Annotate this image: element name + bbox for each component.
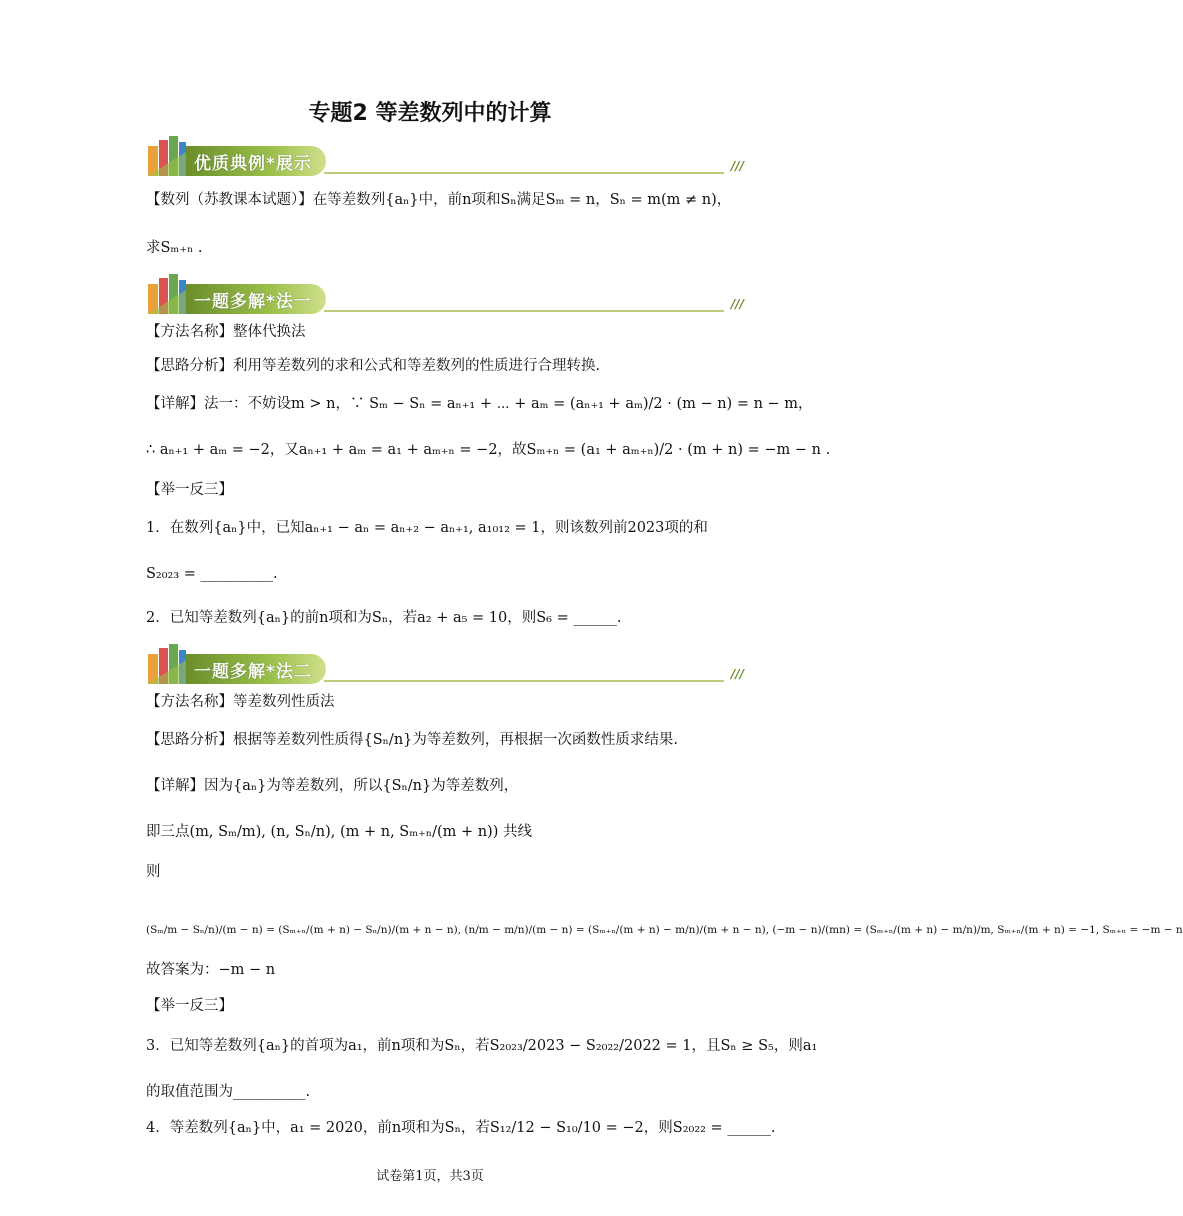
page-footer: 试卷第1页，共3页 [376,1169,484,1184]
method2-detail-2: 即三点(m, Sₘ/m), (n, Sₙ/n), (m + n, Sₘ₊ₙ/(m + n)) 共线 [146,824,532,840]
method2-detail-3: 则 [146,864,161,880]
question-1-b: S₂₀₂₃ = __________. [146,566,278,582]
question-1-a: 1．在数列{aₙ}中，已知aₙ₊₁ − aₙ = aₙ₊₂ − aₙ₊₁, a₁₀₁₂ = 1，则该数列前2023项的和 [146,520,708,536]
method2-detail-4: (Sₘ/m − Sₙ/n)/(m − n) = (Sₘ₊ₙ/(m + n) − Sₙ/n)/(m + n − n), (n/m − m/n)/(m − n) = (Sₘ₊ₙ/(m + n) − m/n)/(m + n − n), (−m − n)/(mn) = (Sₘ₊ₙ/(m + n) − m/n)/m, Sₘ₊ₙ/(m + n) = −1, Sₘ₊ₙ = −m − n [146,924,1183,936]
method1-detail-2: ∴ aₙ₊₁ + aₘ = −2，又aₙ₊₁ + aₘ = a₁ + aₘ₊ₙ = −2，故Sₘ₊ₙ = (a₁ + aₘ₊ₙ)/2 · (m + n) = −m − n . [146,442,831,458]
page-title: 专题2 等差数列中的计算 [308,101,552,126]
banner-label: 一题多解*法二 [194,662,312,682]
question-2: 2．已知等差数列{aₙ}的前n项和为Sₙ，若a₂ + a₅ = 10，则S₆ = ______. [146,610,622,626]
method1-name: 【方法名称】整体代换法 [146,324,306,340]
section-banner-method-1 [146,270,744,314]
banner-label: 优质典例*展示 [194,154,312,174]
banner-slash: /// [730,297,744,311]
example-text-1: 【数列（苏教课本试题）】在等差数列{aₙ}中，前n项和Sₙ满足Sₘ = n，Sₙ = m(m ≠ n)， [146,192,732,208]
banner-rule [324,310,724,312]
banner-slash: /// [730,667,744,681]
practice-heading-2: 【举一反三】 [146,998,233,1014]
example-text-2: 求Sₘ₊ₙ . [146,240,203,256]
method2-name: 【方法名称】等差数列性质法 [146,694,335,710]
question-4: 4．等差数列{aₙ}中，a₁ = 2020，前n项和为Sₙ，若S₁₂/12 − S₁₀/10 = −2，则S₂₀₂₂ = ______. [146,1120,776,1136]
method1-idea: 【思路分析】利用等差数列的求和公式和等差数列的性质进行合理转换. [146,358,601,374]
ruler-pencil-icon [146,270,188,314]
ruler-pencil-icon [146,640,188,684]
question-3-a: 3．已知等差数列{aₙ}的首项为a₁，前n项和为Sₙ，若S₂₀₂₃/2023 − S₂₀₂₂/2022 = 1，且Sₙ ≥ S₅，则a₁ [146,1038,818,1054]
banner-pill [186,654,326,684]
question-3-b: 的取值范围为__________. [146,1084,311,1100]
banner-pill [186,146,326,176]
practice-heading-1: 【举一反三】 [146,482,233,498]
method2-answer: 故答案为：−m − n [146,962,276,978]
ruler-pencil-icon [146,132,188,176]
banner-pill [186,284,326,314]
method1-detail-1: 【详解】法一：不妨设m > n，∵ Sₘ − Sₙ = aₙ₊₁ + ⋯ + aₘ = (aₙ₊₁ + aₘ)/2 · (m − n) = n − m， [146,396,813,412]
section-banner-example [146,132,744,176]
banner-rule [324,680,724,682]
method2-detail-1: 【详解】因为{aₙ}为等差数列，所以{Sₙ/n}为等差数列， [146,778,519,794]
section-banner-method-2 [146,640,744,684]
banner-label: 一题多解*法一 [194,292,312,312]
banner-slash: /// [730,159,744,173]
banner-rule [324,172,724,174]
method2-idea: 【思路分析】根据等差数列性质得{Sₙ/n}为等差数列，再根据一次函数性质求结果. [146,732,678,748]
